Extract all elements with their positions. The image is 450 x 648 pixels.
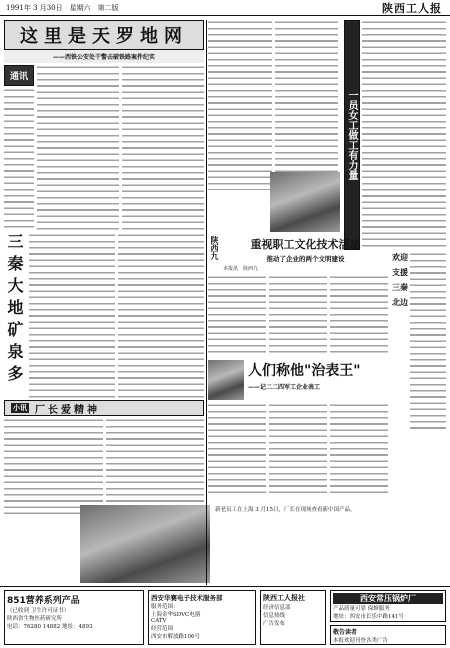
ad-huasai-line-0: 上海金华SDVC电器: [151, 612, 201, 618]
ad-851-phone: 电话：76280 14882 地址：4893: [7, 624, 93, 630]
ad-boiler-line-0: 地址：西安市长乐中路141号: [333, 614, 404, 620]
ad-huasai-sub: 服务范围：: [151, 604, 179, 610]
ad-boiler-title: 西安常压锅炉厂: [333, 593, 443, 604]
ad-notice-line-0: 本报欢迎刊登各类广告: [333, 638, 389, 644]
ad-851-title: 851营养系列产品: [7, 596, 80, 606]
center-top-article: [208, 20, 338, 190]
ad-notice-title: 敬告读者: [333, 629, 358, 636]
center-low-headline: 人们称他"治表王": [248, 363, 361, 379]
left-top-article: [4, 20, 204, 230]
ad-851: [4, 590, 144, 645]
center-mid-meta: 本报讯 陕西九: [223, 266, 259, 272]
center-mid-subhead: 推动了企业的两个文明建设: [266, 255, 345, 263]
center-top-photo: [270, 172, 340, 232]
left-low-article: [4, 400, 204, 520]
center-mid-headline: 重视职工文化技术活动: [250, 238, 361, 251]
ad-boiler: [330, 590, 446, 622]
right-mid-headline-2: 三秦: [392, 283, 408, 292]
left-mid-article: [4, 233, 204, 398]
ad-workers-paper: [260, 590, 326, 645]
page-header: [0, 0, 450, 16]
left-low-headline: 厂长爱精神: [35, 404, 100, 416]
masthead: 陕西工人报: [382, 2, 442, 15]
center-mid-article: [208, 236, 388, 356]
left-low-headline-box: [4, 400, 204, 416]
left-low-kicker: 小讯: [13, 404, 27, 412]
ad-huasai-addr: 西安市解放路106号: [151, 634, 200, 640]
right-mid-article: [392, 252, 446, 432]
ad-notice: [330, 625, 446, 645]
separator: [206, 20, 207, 585]
event-photo: [80, 505, 210, 583]
ad-huasai-title: 西安华赛电子技术服务部: [151, 594, 223, 602]
separator: [0, 586, 450, 587]
right-column-article: [344, 20, 446, 250]
ad-huasai-line-2: 经营范围: [151, 626, 174, 632]
ad-workers-paper-title: 陕西工人报社: [263, 594, 305, 602]
ad-boiler-sub: 产品质量可靠 保修服务: [333, 606, 390, 612]
left-top-body-2: [122, 65, 204, 230]
ad-workers-paper-sub: 经济信息部: [263, 605, 291, 611]
event-photo-caption: 新老员工在上海 3 月15日，厂长在现场查看新中国产品。: [215, 507, 356, 513]
ad-851-line: 陕西省生物医药研究所: [7, 616, 63, 622]
left-mid-vertical-headline: 三秦大地矿泉多: [5, 233, 24, 387]
right-mid-headline-0: 欢迎: [392, 253, 408, 262]
center-mid-side-label: 陕西九: [210, 236, 219, 260]
right-mid-headline-1: 支援: [392, 268, 408, 277]
ad-boiler-line-1: [333, 620, 443, 622]
center-low-subhead: ——记二二四军工企业表工: [248, 384, 321, 391]
ad-851-sub: （已收到 卫生许可证书）: [7, 608, 70, 614]
right-mid-headline-3: 北边: [392, 298, 408, 307]
issue-date: 1991年 3 月30日 星期六 第二版: [6, 4, 119, 12]
ad-huasai: [148, 590, 256, 645]
ad-huasai-line-1: CATV: [151, 618, 167, 624]
ad-workers-paper-line-0: 信息热线: [263, 613, 286, 619]
headline-box: [4, 20, 204, 50]
left-top-subhead: ——西铁公安处干警击破铁路案件纪实: [4, 50, 204, 63]
center-low-article: [208, 360, 388, 500]
portrait-photo: [208, 360, 244, 400]
kicker-badge: 通讯: [4, 65, 34, 86]
left-top-headline: 这里是天罗地网: [20, 26, 188, 47]
right-vertical-headline: 一员女工做工有力量: [344, 20, 360, 250]
left-top-body: [37, 65, 119, 230]
ad-workers-paper-line-1: 广告发布: [263, 621, 286, 627]
